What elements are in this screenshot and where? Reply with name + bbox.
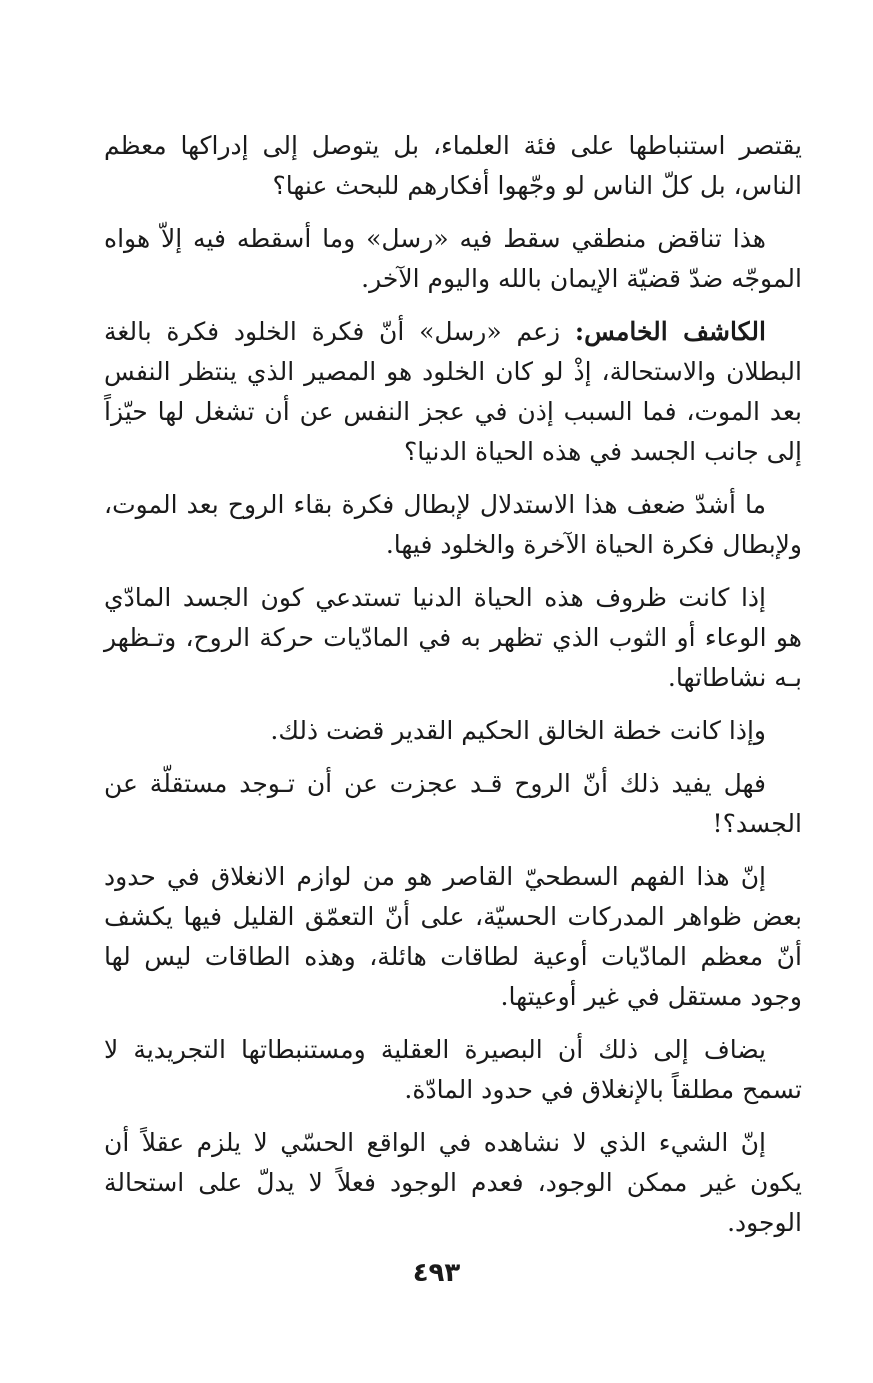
paragraph-1 xyxy=(104,126,802,206)
paragraph-2 xyxy=(104,219,802,299)
paragraph-4 xyxy=(104,485,802,565)
paragraph-text: وإذا كانت خطة الخالق الحكيم القدير قضت ذلك. xyxy=(270,716,766,745)
paragraph-text: يضاف إلى ذلك أن البصيرة العقلية ومستنبطاتها التجريدية لا تسمح مطلقاً بالإنغلاق في حدود المادّة. xyxy=(104,1035,802,1104)
paragraph-text: إذا كانت ظروف هذه الحياة الدنيا تستدعي كون الجسد المادّي هو الوعاء أو الثوب الذي تظهر به في المادّيات حركة الروح، وتـظهر بـه نشاطاتها. xyxy=(104,583,802,692)
paragraph-8 xyxy=(104,857,802,1017)
bold-heading-term: الكاشف الخامس: xyxy=(574,317,766,346)
paragraph-3 xyxy=(104,312,802,472)
page-number: ٤٩٣ xyxy=(412,1258,461,1288)
paragraph-text: هذا تناقض منطقي سقط فيه «رسل» وما أسقطه فيه إلاّ هواه الموجّه ضدّ قضيّة الإيمان بالله واليوم الآخر. xyxy=(104,224,802,293)
paragraph-text: ما أشدّ ضعف هذا الاستدلال لإبطال فكرة بقاء الروح بعد الموت، ولإبطال فكرة الحياة الآخرة والخلود فيها. xyxy=(104,490,802,559)
paragraph-text: فهل يفيد ذلك أنّ الروح قـد عجزت عن أن تـوجد مستقلّة عن الجسد؟! xyxy=(104,769,802,838)
paragraph-text: يقتصر استنباطها على فئة العلماء، بل يتوصل إلى إدراكها معظم الناس، بل كلّ الناس لو وجّهوا أفكارهم للبحث عنها؟ xyxy=(104,131,802,200)
paragraph-text: إنّ الشيء الذي لا نشاهده في الواقع الحسّي لا يلزم عقلاً أن يكون غير ممكن الوجود، فعدم الوجود فعلاً لا يدلّ على استحالة الوجود. xyxy=(104,1128,802,1237)
paragraph-9 xyxy=(104,1030,802,1110)
body-text xyxy=(104,126,802,1256)
paragraph-10 xyxy=(104,1123,802,1243)
paragraph-7 xyxy=(104,764,802,844)
paragraph-5 xyxy=(104,578,802,698)
paragraph-6 xyxy=(104,711,802,751)
paragraph-text: إنّ هذا الفهم السطحيّ القاصر هو من لوازم الانغلاق في حدود بعض ظواهر المدركات الحسيّة، على أنّ التعمّق القليل فيها يكشف أنّ معظم المادّيات أوعية لطاقات هائلة، وهذه الطاقات ليس لها وجود مستقل في غير أوعيتها. xyxy=(104,862,802,1011)
paragraph-text: زعم «رسل» أنّ فكرة الخلود فكرة بالغة البطلان والاستحالة، إذْ لو كان الخلود هو المصير الذي ينتظر النفس بعد الموت، فما السبب إذن في عجز النفس عن أن تشغل لها حيّزاً إلى جانب الجسد في هذه الحياة الدنيا؟ xyxy=(104,317,802,466)
